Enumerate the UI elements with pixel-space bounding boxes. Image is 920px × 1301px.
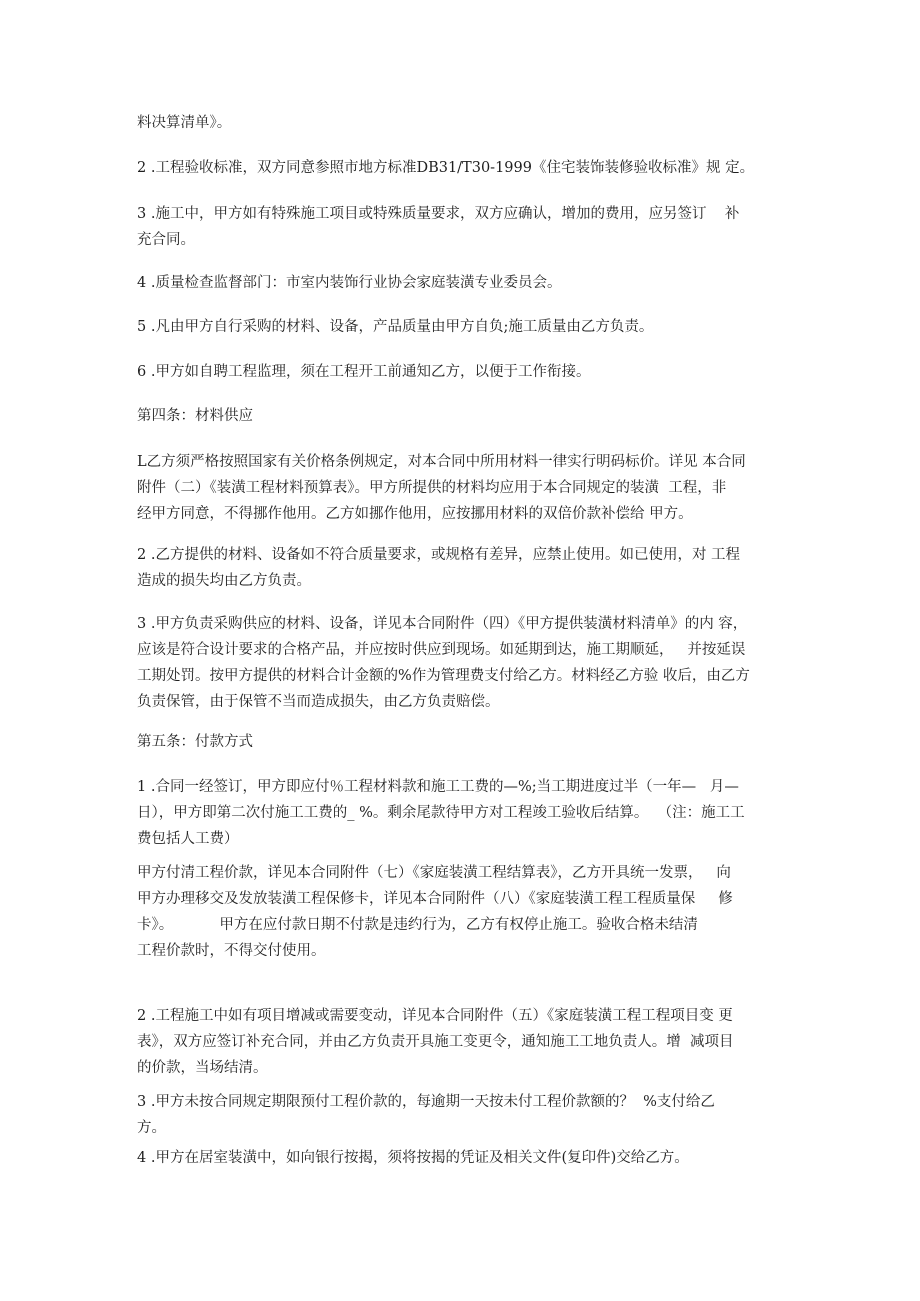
text-line: 方。 — [137, 1120, 166, 1136]
text-line: L乙方须严格按照国家有关价格条例规定，对本合同中所用材料一律实行明码标价。详见 本合同 — [137, 454, 746, 470]
text-line: 负责保管，由于保管不当而造成损失，由乙方负责赔偿。 — [137, 694, 500, 710]
text-line: 2 .工程施工中如有项目增减或需要变动，详见本合同附件（五）《家庭装潢工程工程项目变 更 — [137, 1008, 733, 1024]
paragraph-materials-list-end — [137, 110, 787, 136]
paragraph-project-changes — [137, 1003, 787, 1081]
text-line: 表》，双方应签订补充合同，并由乙方负责开具施工变更令，通知施工工地负责人。增 减项目 — [137, 1034, 734, 1050]
paragraph-bank-mortgage — [137, 1145, 787, 1171]
paragraph-quality-supervision — [137, 270, 787, 296]
text-line: 日），甲方即第二次付施工工费的_ %。剩余尾款待甲方对工程竣工验收后结算。 （注：施工工 — [137, 805, 745, 821]
text-line: 充合同。 — [137, 232, 195, 248]
paragraph-nonconforming-materials — [137, 542, 787, 594]
text-line: 工程价款时，不得交付使用。 — [137, 943, 326, 959]
text-line: 2 .乙方提供的材料、设备如不符合质量要求，或规格有差异，应禁止使用。如已使用，对 工程 — [137, 547, 741, 563]
paragraph-self-purchased-materials — [137, 314, 787, 340]
text-line: 工期处罚。按甲方提供的材料合计金额的%作为管理费支付给乙方。材料经乙方验 收后，由乙方 — [137, 668, 750, 684]
text-line: 3 .甲方负责采购供应的材料、设备，详见本合同附件（四）《甲方提供装潢材料清单》的内 容， — [137, 616, 748, 632]
text-line: 4 .质量检查监督部门：市室内装饰行业协会家庭装潢专业委员会。 — [137, 275, 562, 291]
text-line: 卡》。 甲方在应付款日期不付款是违约行为，乙方有权停止施工。验收合格未结清 — [137, 917, 698, 933]
text-line: 料决算清单》。 — [137, 115, 232, 131]
paragraph-owner-supplied-materials — [137, 611, 787, 715]
paragraph-material-pricing — [137, 449, 787, 527]
text-line: 第四条：材料供应 — [137, 408, 253, 424]
text-line: 1 .合同一经签订，甲方即应付％工程材料款和施工工费的—%;当工期进度过半（一年— 月— — [137, 779, 739, 795]
paragraph-late-payment-penalty — [137, 1089, 787, 1141]
section-heading-materials-supply — [137, 403, 787, 429]
paragraph-payment-schedule — [137, 774, 787, 852]
text-line: 甲方办理移交及发放装潢工程保修卡，详见本合同附件（八）《家庭装潢工程工程质量保 修 — [137, 891, 733, 907]
text-line: 附件（二）《装潢工程材料预算表》。甲方所提供的材料均应用于本合同规定的装潢 工程，非 — [137, 480, 727, 496]
text-line: 的价款，当场结清。 — [137, 1060, 268, 1076]
text-line: 第五条：付款方式 — [137, 734, 253, 750]
text-line: 6 .甲方如自聘工程监理，须在工程开工前通知乙方，以便于工作衔接。 — [137, 364, 591, 380]
paragraph-special-requirements — [137, 201, 787, 253]
text-line: 5 .凡由甲方自行采购的材料、设备，产品质量由甲方自负;施工质量由乙方负责。 — [137, 319, 654, 335]
text-line: 应该是符合设计要求的合格产品，并应按时供应到现场。如延期到达，施工期顺延， 并按延误 — [137, 642, 746, 658]
text-line: 2 .工程验收标准，双方同意参照市地方标准DB31/T30-1999《住宅装饰装修验收标准》规 定。 — [137, 160, 755, 176]
text-line: 4 .甲方在居室装潢中，如向银行按揭，须将按揭的凭证及相关文件(复印件)交给乙方。 — [137, 1150, 689, 1166]
paragraph-acceptance-standard — [137, 155, 787, 181]
text-line: 造成的损失均由乙方负责。 — [137, 573, 311, 589]
text-line: 甲方付清工程价款，详见本合同附件（七）《家庭装潢工程结算表》，乙方开具统一发票， 向 — [137, 865, 731, 881]
section-heading-payment-method — [137, 729, 787, 755]
text-line: 3 .甲方未按合同规定期限预付工程价款的，每逾期一天按未付工程价款额的？ %支付给乙 — [137, 1094, 715, 1110]
text-line: 3 .施工中，甲方如有特殊施工项目或特殊质量要求，双方应确认，增加的费用，应另签订 补 — [137, 206, 740, 222]
text-line: 经甲方同意，不得挪作他用。乙方如挪作他用，应按挪用材料的双倍价款补偿给 甲方。 — [137, 506, 693, 522]
text-line: 费包括人工费） — [137, 831, 239, 847]
paragraph-final-settlement — [137, 860, 787, 964]
paragraph-project-supervisor — [137, 359, 787, 385]
